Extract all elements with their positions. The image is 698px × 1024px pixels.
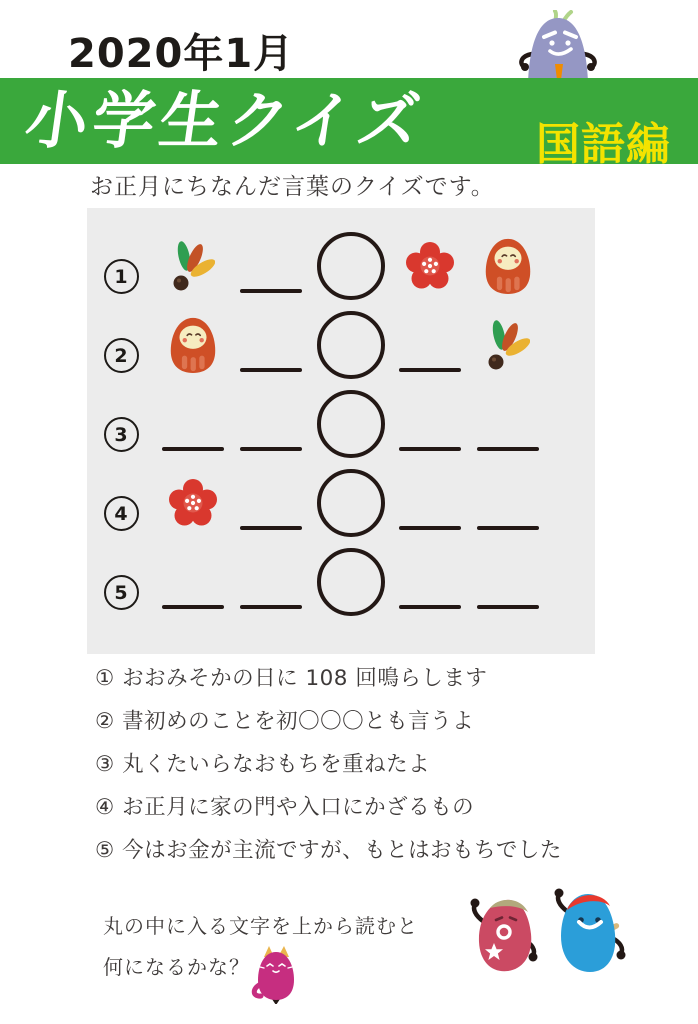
hint-line-5: ⑤ 今はお金が主流ですが、もとはおもちでした	[95, 838, 562, 863]
row-number-badge: 3	[104, 417, 139, 452]
blue-egg-mascot	[540, 884, 636, 984]
answer-blank-line	[240, 605, 302, 609]
daruma-icon	[164, 315, 222, 375]
cat-mascot	[250, 944, 300, 1004]
answer-blank-line	[477, 447, 539, 451]
quiz-row	[87, 305, 595, 384]
answer-blank-line	[162, 447, 224, 451]
title-banner	[0, 78, 698, 170]
quiz-row	[87, 226, 595, 305]
plum-icon	[166, 478, 220, 528]
answer-blank-line	[240, 368, 302, 372]
answer-blank-line	[477, 605, 539, 609]
answer-circle	[317, 232, 385, 300]
answer-blank-line	[240, 526, 302, 530]
hane-icon	[486, 318, 530, 372]
page-date-title: 2020年1月	[68, 31, 295, 77]
intro-text: お正月にちなんだ言葉のクイズです。	[90, 174, 495, 200]
answer-blank-line	[399, 368, 461, 372]
footer-question-line2: 何になるかな？	[103, 955, 250, 979]
answer-circle	[317, 311, 385, 379]
answer-circle	[317, 548, 385, 616]
hane-icon	[171, 239, 215, 293]
answer-blank-line	[477, 526, 539, 530]
row-number-badge: 1	[104, 259, 139, 294]
quiz-box	[87, 208, 595, 654]
row-number-badge: 4	[104, 496, 139, 531]
edition-label: 国語編	[536, 119, 671, 170]
eggplant-mascot	[512, 10, 604, 82]
answer-blank-line	[399, 605, 461, 609]
answer-blank-line	[240, 447, 302, 451]
quiz-row	[87, 384, 595, 463]
row-number-badge: 2	[104, 338, 139, 373]
hint-list	[95, 666, 635, 881]
daruma-icon	[479, 236, 537, 296]
answer-circle	[317, 390, 385, 458]
hint-line-2: ② 書初めのことを初〇〇〇とも言うよ	[95, 709, 475, 734]
answer-blank-line	[162, 605, 224, 609]
pink-egg-mascot	[464, 890, 548, 982]
hint-line-1: ① おおみそかの日に 108 回鳴らします	[95, 666, 488, 691]
answer-blank-line	[240, 289, 302, 293]
hint-line-3: ③ 丸くたいらなおもちを重ねたよ	[95, 752, 431, 777]
quiz-row	[87, 463, 595, 542]
row-number-badge: 5	[104, 575, 139, 610]
answer-blank-line	[399, 447, 461, 451]
quiz-row	[87, 542, 595, 621]
hint-line-4: ④ お正月に家の門や入口にかざるもの	[95, 795, 475, 820]
footer-question-line1: 丸の中に入る文字を上から読むと	[103, 914, 418, 938]
plum-icon	[403, 241, 457, 291]
answer-blank-line	[399, 526, 461, 530]
page-title: 小学生クイズ	[20, 84, 430, 157]
answer-circle	[317, 469, 385, 537]
